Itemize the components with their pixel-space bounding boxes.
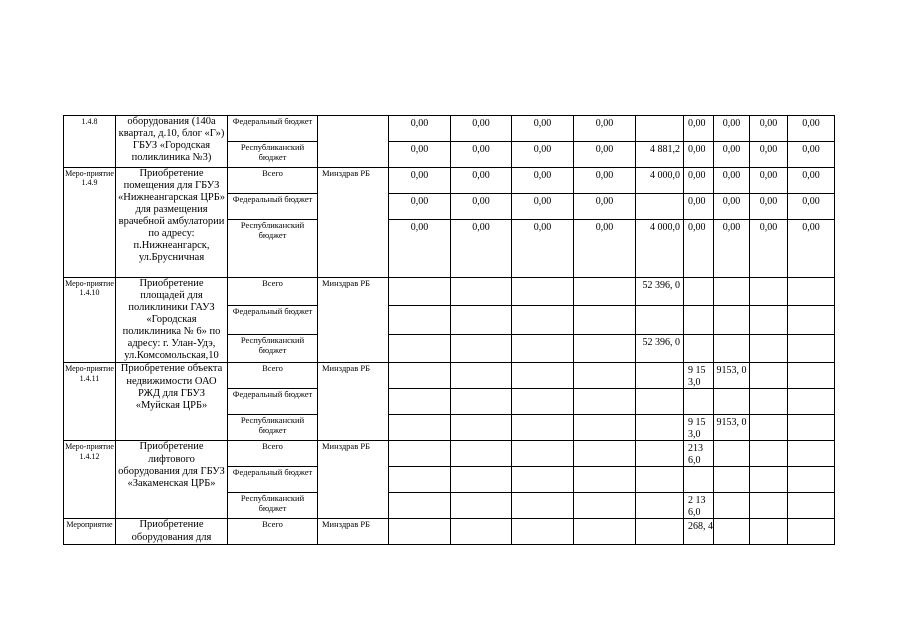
value-cell: 0,00 [512, 168, 574, 194]
value-cell [750, 467, 788, 493]
measure-code: 1.4.8 [64, 116, 116, 168]
table-row [64, 116, 835, 142]
value-cell [788, 441, 835, 467]
value-cell: 0,00 [512, 194, 574, 220]
value-cell [714, 519, 750, 545]
value-cell [451, 493, 512, 519]
value-cell [750, 519, 788, 545]
value-cell [512, 493, 574, 519]
funding-source: Республиканский бюджет [228, 415, 318, 441]
value-cell: 0,00 [451, 220, 512, 278]
value-cell: 9153, 0 [714, 415, 750, 441]
value-cell [684, 467, 714, 493]
value-cell [684, 306, 714, 334]
value-cell [451, 306, 512, 334]
value-cell: 0,00 [574, 168, 636, 194]
value-cell [714, 467, 750, 493]
value-cell [574, 467, 636, 493]
funding-source: Всего [228, 441, 318, 467]
value-cell [451, 389, 512, 415]
value-cell [714, 389, 750, 415]
value-cell [750, 363, 788, 389]
funding-source: Всего [228, 363, 318, 389]
value-cell: 0,00 [684, 116, 714, 142]
value-cell [788, 519, 835, 545]
value-cell [451, 441, 512, 467]
funding-source: Федеральный бюджет [228, 306, 318, 334]
value-cell: 0,00 [788, 142, 835, 168]
value-cell: 52 396, 0 [636, 334, 684, 363]
funding-source: Федеральный бюджет [228, 194, 318, 220]
value-cell [389, 363, 451, 389]
value-cell [512, 363, 574, 389]
funding-source: Федеральный бюджет [228, 467, 318, 493]
value-cell: 0,00 [714, 220, 750, 278]
executor: Минздрав РБ [318, 363, 389, 441]
funding-source: Всего [228, 278, 318, 306]
value-cell: 0,00 [574, 116, 636, 142]
value-cell [574, 519, 636, 545]
value-cell [714, 334, 750, 363]
executor: Минздрав РБ [318, 278, 389, 363]
value-cell: 0,00 [684, 220, 714, 278]
measure-code: Меро-приятие 1.4.10 [64, 278, 116, 363]
value-cell: 0,00 [714, 116, 750, 142]
value-cell [389, 441, 451, 467]
value-cell [389, 415, 451, 441]
measure-code: Меро-приятие 1.4.11 [64, 363, 116, 441]
funding-source: Федеральный бюджет [228, 116, 318, 142]
value-cell [684, 389, 714, 415]
value-cell: 52 396, 0 [636, 278, 684, 306]
value-cell [636, 493, 684, 519]
table-body [64, 116, 835, 545]
value-cell [750, 493, 788, 519]
value-cell: 0,00 [714, 168, 750, 194]
value-cell: 0,00 [512, 116, 574, 142]
table-row [64, 278, 835, 306]
value-cell: 0,00 [512, 142, 574, 168]
value-cell [788, 389, 835, 415]
value-cell [714, 278, 750, 306]
value-cell: 4 881,2 [636, 142, 684, 168]
value-cell [788, 415, 835, 441]
value-cell [512, 519, 574, 545]
table-row [64, 363, 835, 389]
value-cell [636, 363, 684, 389]
value-cell [512, 278, 574, 306]
value-cell: 0,00 [574, 194, 636, 220]
value-cell [451, 519, 512, 545]
value-cell: 0,00 [684, 194, 714, 220]
executor [318, 116, 389, 168]
funding-source: Всего [228, 168, 318, 194]
value-cell [750, 306, 788, 334]
value-cell [512, 334, 574, 363]
measure-name: Приобретение лифтового оборудования для ГБУЗ «Закаменская ЦРБ» [116, 441, 228, 519]
budget-table [63, 115, 835, 545]
value-cell [788, 278, 835, 306]
value-cell [636, 194, 684, 220]
value-cell [574, 389, 636, 415]
measure-name: Приобретение оборудования для [116, 519, 228, 545]
value-cell [574, 306, 636, 334]
value-cell [788, 306, 835, 334]
value-cell [574, 278, 636, 306]
value-cell [451, 334, 512, 363]
executor: Минздрав РБ [318, 441, 389, 519]
value-cell [389, 334, 451, 363]
value-cell: 0,00 [451, 142, 512, 168]
value-cell [574, 334, 636, 363]
value-cell [451, 363, 512, 389]
value-cell [512, 306, 574, 334]
measure-name: Приобретение объекта недвижимости ОАО РЖД для ГБУЗ «Муйская ЦРБ» [116, 363, 228, 441]
value-cell: 0,00 [451, 194, 512, 220]
value-cell: 2 13 6,0 [684, 493, 714, 519]
table-row [64, 441, 835, 467]
value-cell [389, 389, 451, 415]
value-cell [750, 278, 788, 306]
value-cell: 9 15 3,0 [684, 363, 714, 389]
value-cell: 0,00 [750, 142, 788, 168]
value-cell [636, 306, 684, 334]
funding-source: Всего [228, 519, 318, 545]
value-cell: 0,00 [389, 194, 451, 220]
value-cell [574, 415, 636, 441]
value-cell [389, 493, 451, 519]
value-cell: 0,00 [788, 220, 835, 278]
value-cell [389, 278, 451, 306]
value-cell [714, 441, 750, 467]
value-cell: 4 000,0 [636, 168, 684, 194]
value-cell [636, 519, 684, 545]
value-cell: 0,00 [714, 142, 750, 168]
funding-source: Федеральный бюджет [228, 389, 318, 415]
value-cell [714, 306, 750, 334]
value-cell: 0,00 [684, 168, 714, 194]
value-cell: 0,00 [389, 116, 451, 142]
value-cell: 0,00 [788, 168, 835, 194]
value-cell [750, 441, 788, 467]
value-cell: 0,00 [750, 116, 788, 142]
value-cell: 0,00 [750, 168, 788, 194]
value-cell [451, 467, 512, 493]
executor: Минздрав РБ [318, 168, 389, 278]
measure-code: Меро-приятие 1.4.12 [64, 441, 116, 519]
value-cell [512, 441, 574, 467]
executor: Минздрав РБ [318, 519, 389, 545]
value-cell [714, 493, 750, 519]
value-cell [750, 389, 788, 415]
value-cell: 0,00 [512, 220, 574, 278]
value-cell: 0,00 [684, 142, 714, 168]
value-cell: 0,00 [750, 220, 788, 278]
measure-code: Мероприятие [64, 519, 116, 545]
value-cell: 0,00 [714, 194, 750, 220]
value-cell [636, 441, 684, 467]
value-cell [389, 306, 451, 334]
value-cell [451, 415, 512, 441]
value-cell: 0,00 [389, 142, 451, 168]
table-row [64, 168, 835, 194]
value-cell [636, 116, 684, 142]
value-cell: 0,00 [574, 220, 636, 278]
table-row [64, 519, 835, 545]
value-cell: 9153, 0 [714, 363, 750, 389]
value-cell [451, 278, 512, 306]
measure-code: Меро-приятие 1.4.9 [64, 168, 116, 278]
value-cell [512, 467, 574, 493]
value-cell [750, 334, 788, 363]
value-cell: 0,00 [389, 168, 451, 194]
value-cell [684, 278, 714, 306]
value-cell [512, 389, 574, 415]
funding-source: Республиканский бюджет [228, 334, 318, 363]
measure-name: Приобретение помещения для ГБУЗ «Нижнеангарская ЦРБ» для размещения врачебной амбулатории по адресу: п.Нижнеангарск, ул.Брусничная [116, 168, 228, 278]
value-cell [389, 519, 451, 545]
value-cell: 213 6,0 [684, 441, 714, 467]
value-cell [636, 467, 684, 493]
value-cell [750, 415, 788, 441]
value-cell [512, 415, 574, 441]
value-cell [389, 467, 451, 493]
value-cell: 0,00 [574, 142, 636, 168]
value-cell [574, 441, 636, 467]
value-cell: 268, 4 [684, 519, 714, 545]
value-cell: 0,00 [451, 116, 512, 142]
value-cell [788, 334, 835, 363]
value-cell [574, 493, 636, 519]
measure-name: Приобретение площадей для поликлиники ГАУЗ «Городская поликлиника № 6» по адресу: г. Улан-Удэ, ул.Комсомольская,10 [116, 278, 228, 363]
value-cell: 9 15 3,0 [684, 415, 714, 441]
value-cell [574, 363, 636, 389]
value-cell: 0,00 [750, 194, 788, 220]
value-cell: 0,00 [389, 220, 451, 278]
measure-name: оборудования (140а квартал, д.10, блог «Г») ГБУЗ «Городская поликлиника №3) [116, 116, 228, 168]
value-cell [684, 334, 714, 363]
value-cell [636, 389, 684, 415]
funding-source: Республиканский бюджет [228, 493, 318, 519]
value-cell [788, 363, 835, 389]
value-cell: 0,00 [451, 168, 512, 194]
value-cell [788, 493, 835, 519]
value-cell: 4 000,0 [636, 220, 684, 278]
value-cell: 0,00 [788, 194, 835, 220]
value-cell [636, 415, 684, 441]
funding-source: Республиканский бюджет [228, 220, 318, 278]
value-cell: 0,00 [788, 116, 835, 142]
value-cell [788, 467, 835, 493]
funding-source: Республиканский бюджет [228, 142, 318, 168]
